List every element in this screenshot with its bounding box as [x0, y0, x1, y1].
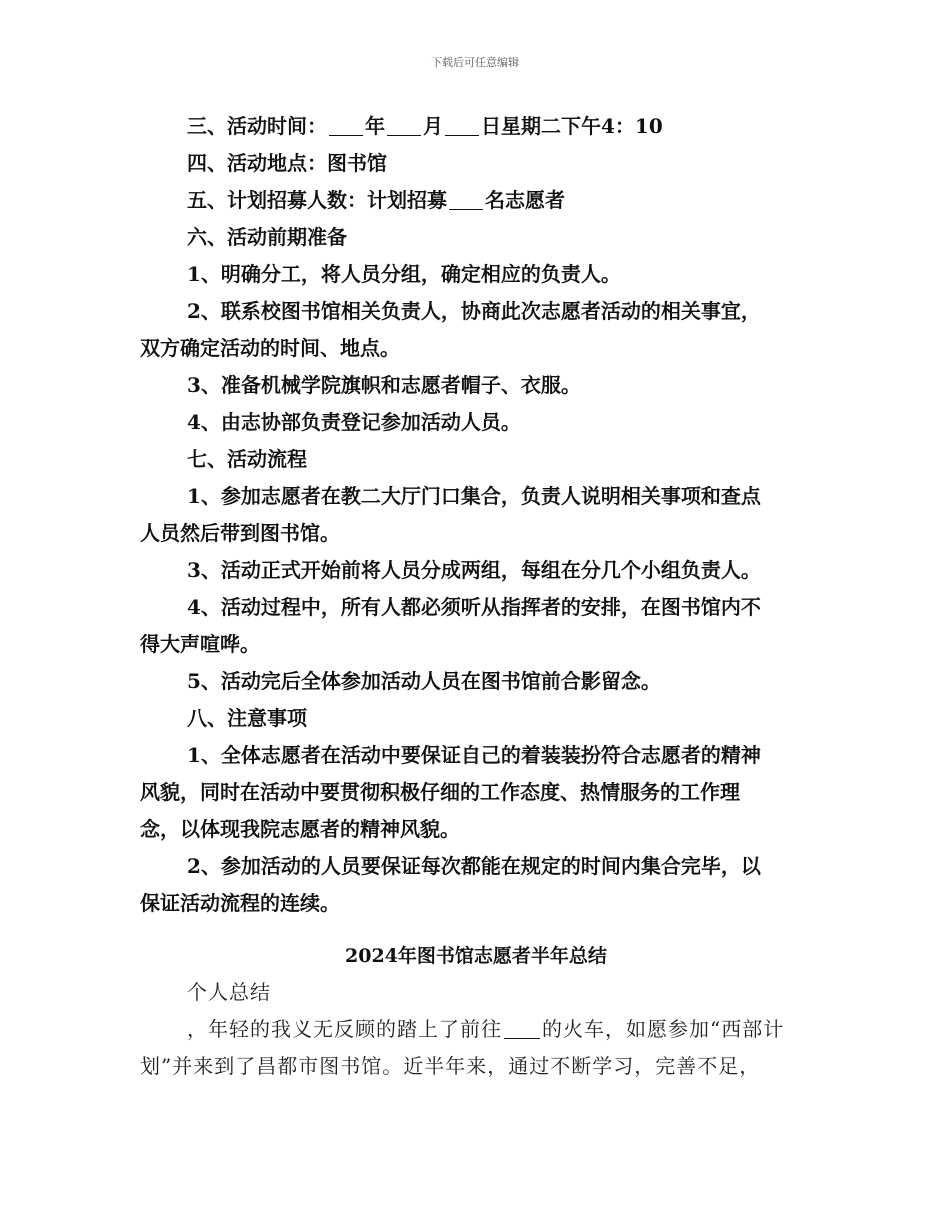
activity-time-label: 三、活动时间：	[187, 114, 327, 138]
prep-item-2-line1: 2、联系校图书馆相关负责人，协商此次志愿者活动的相关事宜，	[187, 299, 761, 323]
summary-title: 2024年图书馆志愿者半年总结	[345, 945, 607, 967]
activity-location: 四、活动地点：图书馆	[187, 151, 387, 175]
notes-item-1-line2: 风貌，同时在活动中要贯彻积极仔细的工作态度、热情服务的工作理	[140, 780, 740, 804]
flow-item-4-line2: 得大声喧哗。	[140, 632, 260, 656]
summary-subtitle: 个人总结	[187, 980, 271, 1004]
day-blank	[445, 115, 479, 136]
document-body	[140, 108, 812, 1085]
summary-paragraph-line1	[140, 1011, 812, 1048]
destination-blank	[504, 1018, 540, 1039]
page-header: 下载后可任意编辑	[431, 56, 519, 69]
prep-item-1: 1、明确分工，将人员分组，确定相应的负责人。	[187, 262, 621, 286]
section-heading-prep: 六、活动前期准备	[187, 225, 347, 249]
prep-item-3: 3、准备机械学院旗帜和志愿者帽子、衣服。	[187, 373, 581, 397]
flow-item-1-line1: 1、参加志愿者在教二大厅门口集合，负责人说明相关事项和查点	[187, 484, 761, 508]
prep-item-2-line2: 双方确定活动的时间、地点。	[140, 336, 400, 360]
year-text: 年	[365, 114, 385, 138]
notes-item-2-line1: 2、参加活动的人员要保证每次都能在规定的时间内集合完毕，以	[187, 854, 761, 878]
month-blank	[387, 115, 421, 136]
year-blank	[329, 115, 363, 136]
summary-p1-part1: ，年轻的我义无反顾的踏上了前往	[187, 1017, 502, 1041]
flow-item-5: 5、活动完后全体参加活动人员在图书馆前合影留念。	[187, 669, 661, 693]
prep-item-4: 4、由志协部负责登记参加活动人员。	[187, 410, 521, 434]
notes-item-1-line3: 念，以体现我院志愿者的精神风貌。	[140, 817, 460, 841]
section-heading-notes: 八、注意事项	[187, 706, 307, 730]
summary-paragraph-line2: 划”并来到了昌都市图书馆。近半年来，通过不断学习，完善不足，	[140, 1054, 761, 1078]
notes-item-2-line2: 保证活动流程的连续。	[140, 891, 340, 915]
flow-item-4-line1: 4、活动过程中，所有人都必须听从指挥者的安排，在图书馆内不	[187, 595, 761, 619]
section-heading-flow: 七、活动流程	[187, 447, 307, 471]
notes-item-1-line1: 1、全体志愿者在活动中要保证自己的着装装扮符合志愿者的精神	[187, 743, 761, 767]
summary-p1-part2: 的火车，如愿参加“西部计	[542, 1017, 785, 1041]
activity-time	[140, 108, 812, 145]
day-text: 日星期二下午4：10	[481, 114, 663, 138]
month-text: 月	[423, 114, 443, 138]
flow-item-3: 3、活动正式开始前将人员分成两组，每组在分几个小组负责人。	[187, 558, 761, 582]
recruit-blank	[449, 189, 483, 210]
recruit-count	[140, 182, 812, 219]
recruit-count-label: 五、计划招募人数：计划招募	[187, 188, 447, 212]
flow-item-1-line2: 人员然后带到图书馆。	[140, 521, 340, 545]
recruit-count-suffix: 名志愿者	[485, 188, 565, 212]
